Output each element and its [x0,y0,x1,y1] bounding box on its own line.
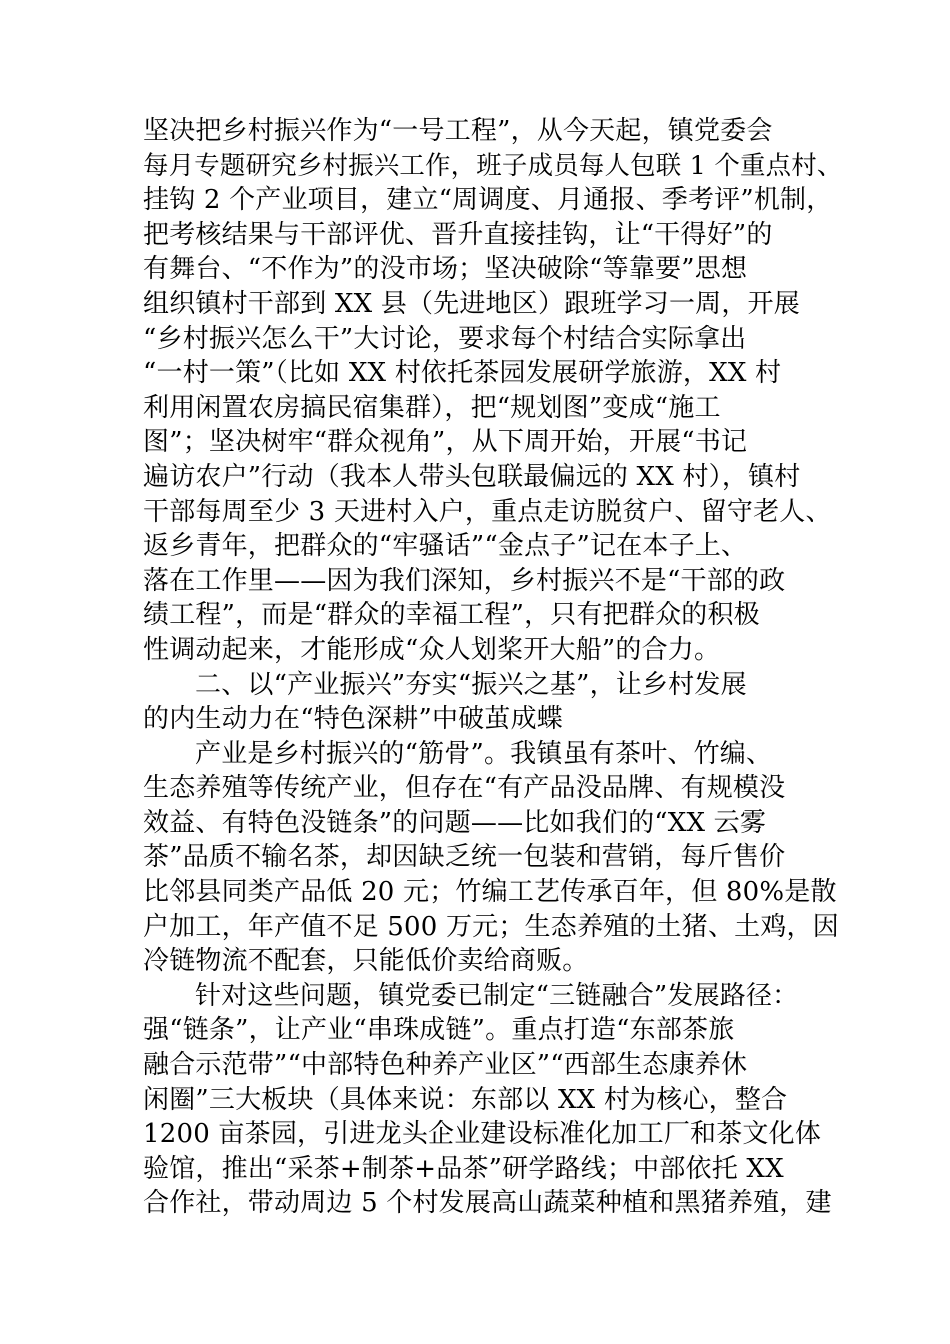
body-line: 1200 亩茶园，引进龙头企业建设标准化加工厂和茶文化体 [143,1119,822,1150]
body-line: 效益、有特色没链条”的问题——比如我们的“XX 云雾 [143,807,767,838]
body-line: 针对这些问题，镇党委已制定“三链融合”发展路径： [195,980,799,1011]
body-line: 融合示范带”“中部特色种养产业区”“西部生态康养休 [143,1050,748,1081]
body-line: 验馆，推出“采茶+制茶+品茶”研学路线；中部依托 XX [143,1153,784,1184]
body-line: 组织镇村干部到 XX 县（先进地区）跟班学习一周，开展 [143,288,800,319]
body-line: 有舞台、“不作为”的没市场；坚决破除“等靠要”思想 [143,254,748,285]
body-line: 每月专题研究乡村振兴工作，班子成员每人包联 1 个重点村、 [143,150,843,181]
body-line: 生态养殖等传统产业，但存在“有产品没品牌、有规模没 [143,773,786,804]
section-heading-continued: 的内生动力在“特色深耕”中破茧成蝶 [143,704,563,735]
body-line: 图”；坚决树牢“群众视角”，从下周开始，开展“书记 [143,427,748,458]
body-line: 返乡青年，把群众的“牢骚话”“金点子”记在本子上、 [143,531,748,562]
body-line: “一村一策”（比如 XX 村依托茶园发展研学旅游，XX 村 [143,358,782,389]
body-line: 遍访农户”行动（我本人带头包联最偏远的 XX 村），镇村 [143,461,801,492]
body-line: 比邻县同类产品低 20 元；竹编工艺传承百年，但 80%是散 [143,877,837,908]
body-line: 挂钩 2 个产业项目，建立“周调度、月通报、季考评”机制， [143,185,833,216]
section-heading: 二、以“产业振兴”夯实“振兴之基”，让乡村发展 [195,669,747,700]
body-line: 性调动起来，才能形成“众人划桨开大船”的合力。 [143,634,721,665]
body-line: 强“链条”，让产业“串珠成链”。重点打造“东部茶旅 [143,1015,735,1046]
body-line: 利用闲置农房搞民宿集群），把“规划图”变成“施工 [143,392,721,423]
body-line: 干部每周至少 3 天进村入户，重点走访脱贫户、留守老人、 [143,496,832,527]
body-line: 产业是乡村振兴的“筋骨”。我镇虽有茶叶、竹编、 [195,738,773,769]
body-line: 绩工程”，而是“群众的幸福工程”，只有把群众的积极 [143,600,760,631]
body-line: 落在工作里——因为我们深知，乡村振兴不是“干部的政 [143,565,786,596]
body-line: 户加工，年产值不足 500 万元；生态养殖的土猪、土鸡，因 [143,911,839,942]
body-line: 把考核结果与干部评优、晋升直接挂钩，让“干得好”的 [143,219,773,250]
body-line: 冷链物流不配套，只能低价卖给商贩。 [143,946,589,977]
body-line: 坚决把乡村振兴作为“一号工程”，从今天起，镇党委会 [143,116,773,146]
body-line: “乡村振兴怎么干”大讨论，要求每个村结合实际拿出 [143,323,747,354]
body-line: 合作社，带动周边 5 个村发展高山蔬菜种植和黑猪养殖，建 [143,1188,832,1219]
body-line: 茶”品质不输名茶，却因缺乏统一包装和营销，每斤售价 [143,842,786,873]
body-line: 闲圈”三大板块（具体来说：东部以 XX 村为核心，整合 [143,1084,788,1115]
document-body [143,114,843,1221]
